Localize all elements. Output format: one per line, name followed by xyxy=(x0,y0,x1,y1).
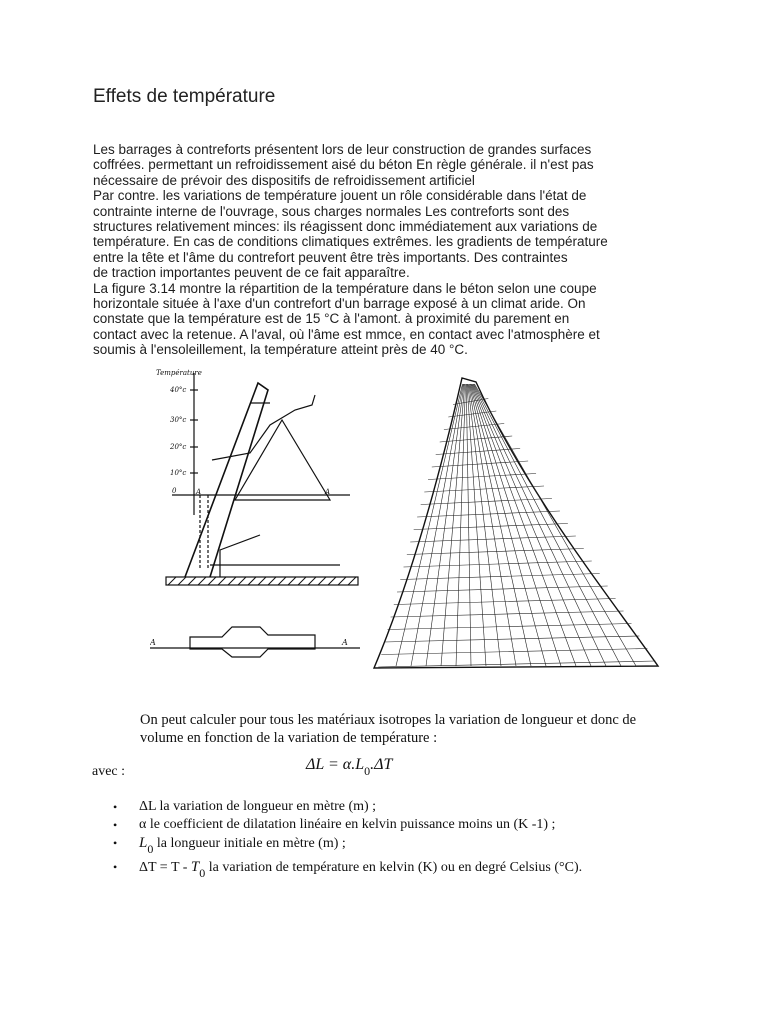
bullet-icon: • xyxy=(113,860,118,874)
tick-label: 30°c xyxy=(170,416,187,424)
mesh-row-line xyxy=(421,499,552,505)
mesh-column-line xyxy=(469,384,517,666)
mesh-row-line xyxy=(397,586,608,592)
intro-line: température. En cas de conditions climatiques extrêmes. les gradients de température xyxy=(93,234,608,250)
intro-line: La figure 3.14 montre la répartition de la température dans le béton selon une coupe xyxy=(93,280,597,296)
mesh-row-line xyxy=(424,486,544,492)
mesh-column-line xyxy=(411,384,463,666)
plan-label: A xyxy=(150,638,156,647)
tick-label: 0 xyxy=(172,487,177,495)
definition-subscript: 0 xyxy=(199,866,206,880)
mesh-row-line xyxy=(407,549,584,555)
page-title: Effets de température xyxy=(93,86,276,107)
mesh-column-line xyxy=(472,384,591,666)
section-label: A xyxy=(325,488,331,496)
intro-line: contact avec la retenue. A l'aval, où l'âme est mmce, en contact avec l'atmosphère et xyxy=(93,326,600,342)
mesh-row-line xyxy=(381,649,647,655)
tick-label: 20°c xyxy=(170,443,187,451)
calculation-intro xyxy=(140,711,700,747)
formula-subscript: 0 xyxy=(364,764,371,778)
definition-prefix: ΔT = T - xyxy=(139,860,191,875)
mesh-row-line xyxy=(404,561,592,567)
mesh-row-line xyxy=(428,474,536,480)
mesh-lines xyxy=(378,384,655,667)
tick-label: 40°c xyxy=(170,386,187,394)
dilatation-formula xyxy=(306,756,392,779)
mesh-column-line xyxy=(475,384,637,666)
mesh-column-line xyxy=(426,384,464,666)
definition-subscript: 0 xyxy=(147,842,154,856)
intro-line: Par contre. les variations de température jouent un rôle considérable dans l'état de xyxy=(93,188,587,204)
bullet-icon: • xyxy=(113,836,118,850)
axis-title: Température xyxy=(156,369,202,377)
definition-variable: L xyxy=(139,835,148,851)
mesh-column-line xyxy=(441,384,465,666)
definition-item xyxy=(113,798,673,816)
intro-line: horizontale située à l'axe d'un contrefort d'un barrage exposé à un climat aride. On xyxy=(93,296,586,312)
mesh-column-line xyxy=(466,384,471,666)
finite-element-mesh-figure xyxy=(366,372,666,674)
mesh-column-line xyxy=(396,384,463,666)
calc-line: volume en fonction de la variation de température : xyxy=(140,730,438,746)
mesh-column-line xyxy=(456,384,466,666)
calc-line: On peut calculer pour tous les matériaux isotropes la variation de longueur et donc de xyxy=(140,712,637,728)
intro-line: soumis à l'ensoleillement, la température atteint près de 40 °C. xyxy=(93,342,468,358)
intro-line: nécessaire de prévoir des dispositifs de refroidissement artificiel xyxy=(93,172,475,188)
bullet-icon: • xyxy=(113,800,118,814)
avec-label: avec : xyxy=(92,764,126,779)
plan-label: A xyxy=(342,638,348,647)
intro-line: coffrées. permettant un refroidissement aisé du béton En règle générale. il n'est pas xyxy=(93,157,594,173)
mesh-row-line xyxy=(432,461,528,467)
mesh-column-line xyxy=(472,384,577,666)
tick-label: 10°c xyxy=(170,469,187,477)
intro-line: entre la tête et l'âme du contrefort peuvent être très importants. Des contraintes xyxy=(93,249,568,265)
definition-text: la variation de température en kelvin (K) ou en degré Celsius (°C). xyxy=(205,860,583,875)
definition-item xyxy=(113,834,673,858)
definition-list xyxy=(113,798,673,882)
intro-line: de traction importantes peuvent de ce fait apparaître. xyxy=(93,265,410,281)
formula-lhs: ΔL = α.L xyxy=(306,756,365,773)
bullet-icon: • xyxy=(113,818,118,832)
plan-section xyxy=(150,627,360,657)
mesh-outline xyxy=(374,378,658,668)
definition-item xyxy=(113,816,673,834)
intro-paragraph xyxy=(93,142,653,358)
mesh-column-line xyxy=(473,384,606,666)
definition-text: α le coefficient de dilatation linéaire en kelvin puissance moins un (K -1) ; xyxy=(139,817,556,832)
temperature-distribution-figure xyxy=(150,365,365,660)
formula-rhs: .ΔT xyxy=(370,756,393,773)
mesh-row-line xyxy=(436,449,520,455)
section-label: A xyxy=(196,488,202,496)
intro-line: contrainte interne de l'ouvrage, sous charges normales Les contreforts sont des xyxy=(93,203,570,219)
intro-line: structures relativement minces: ils réagissent donc immédiatement aux variations de xyxy=(93,219,598,235)
intro-line: constate que la température est de 15 °C à l'amont. à proximité du parement en xyxy=(93,311,570,327)
mesh-row-line xyxy=(400,574,599,580)
definition-text: la longueur initiale en mètre (m) ; xyxy=(153,836,346,851)
figure-linework xyxy=(166,373,358,585)
intro-line: Les barrages à contreforts présentent lors de leur construction de grandes surfaces xyxy=(93,142,592,157)
definition-item xyxy=(113,858,673,882)
definition-text: ΔL la variation de longueur en mètre (m) ; xyxy=(139,799,377,814)
definition-variable: T xyxy=(190,859,200,875)
